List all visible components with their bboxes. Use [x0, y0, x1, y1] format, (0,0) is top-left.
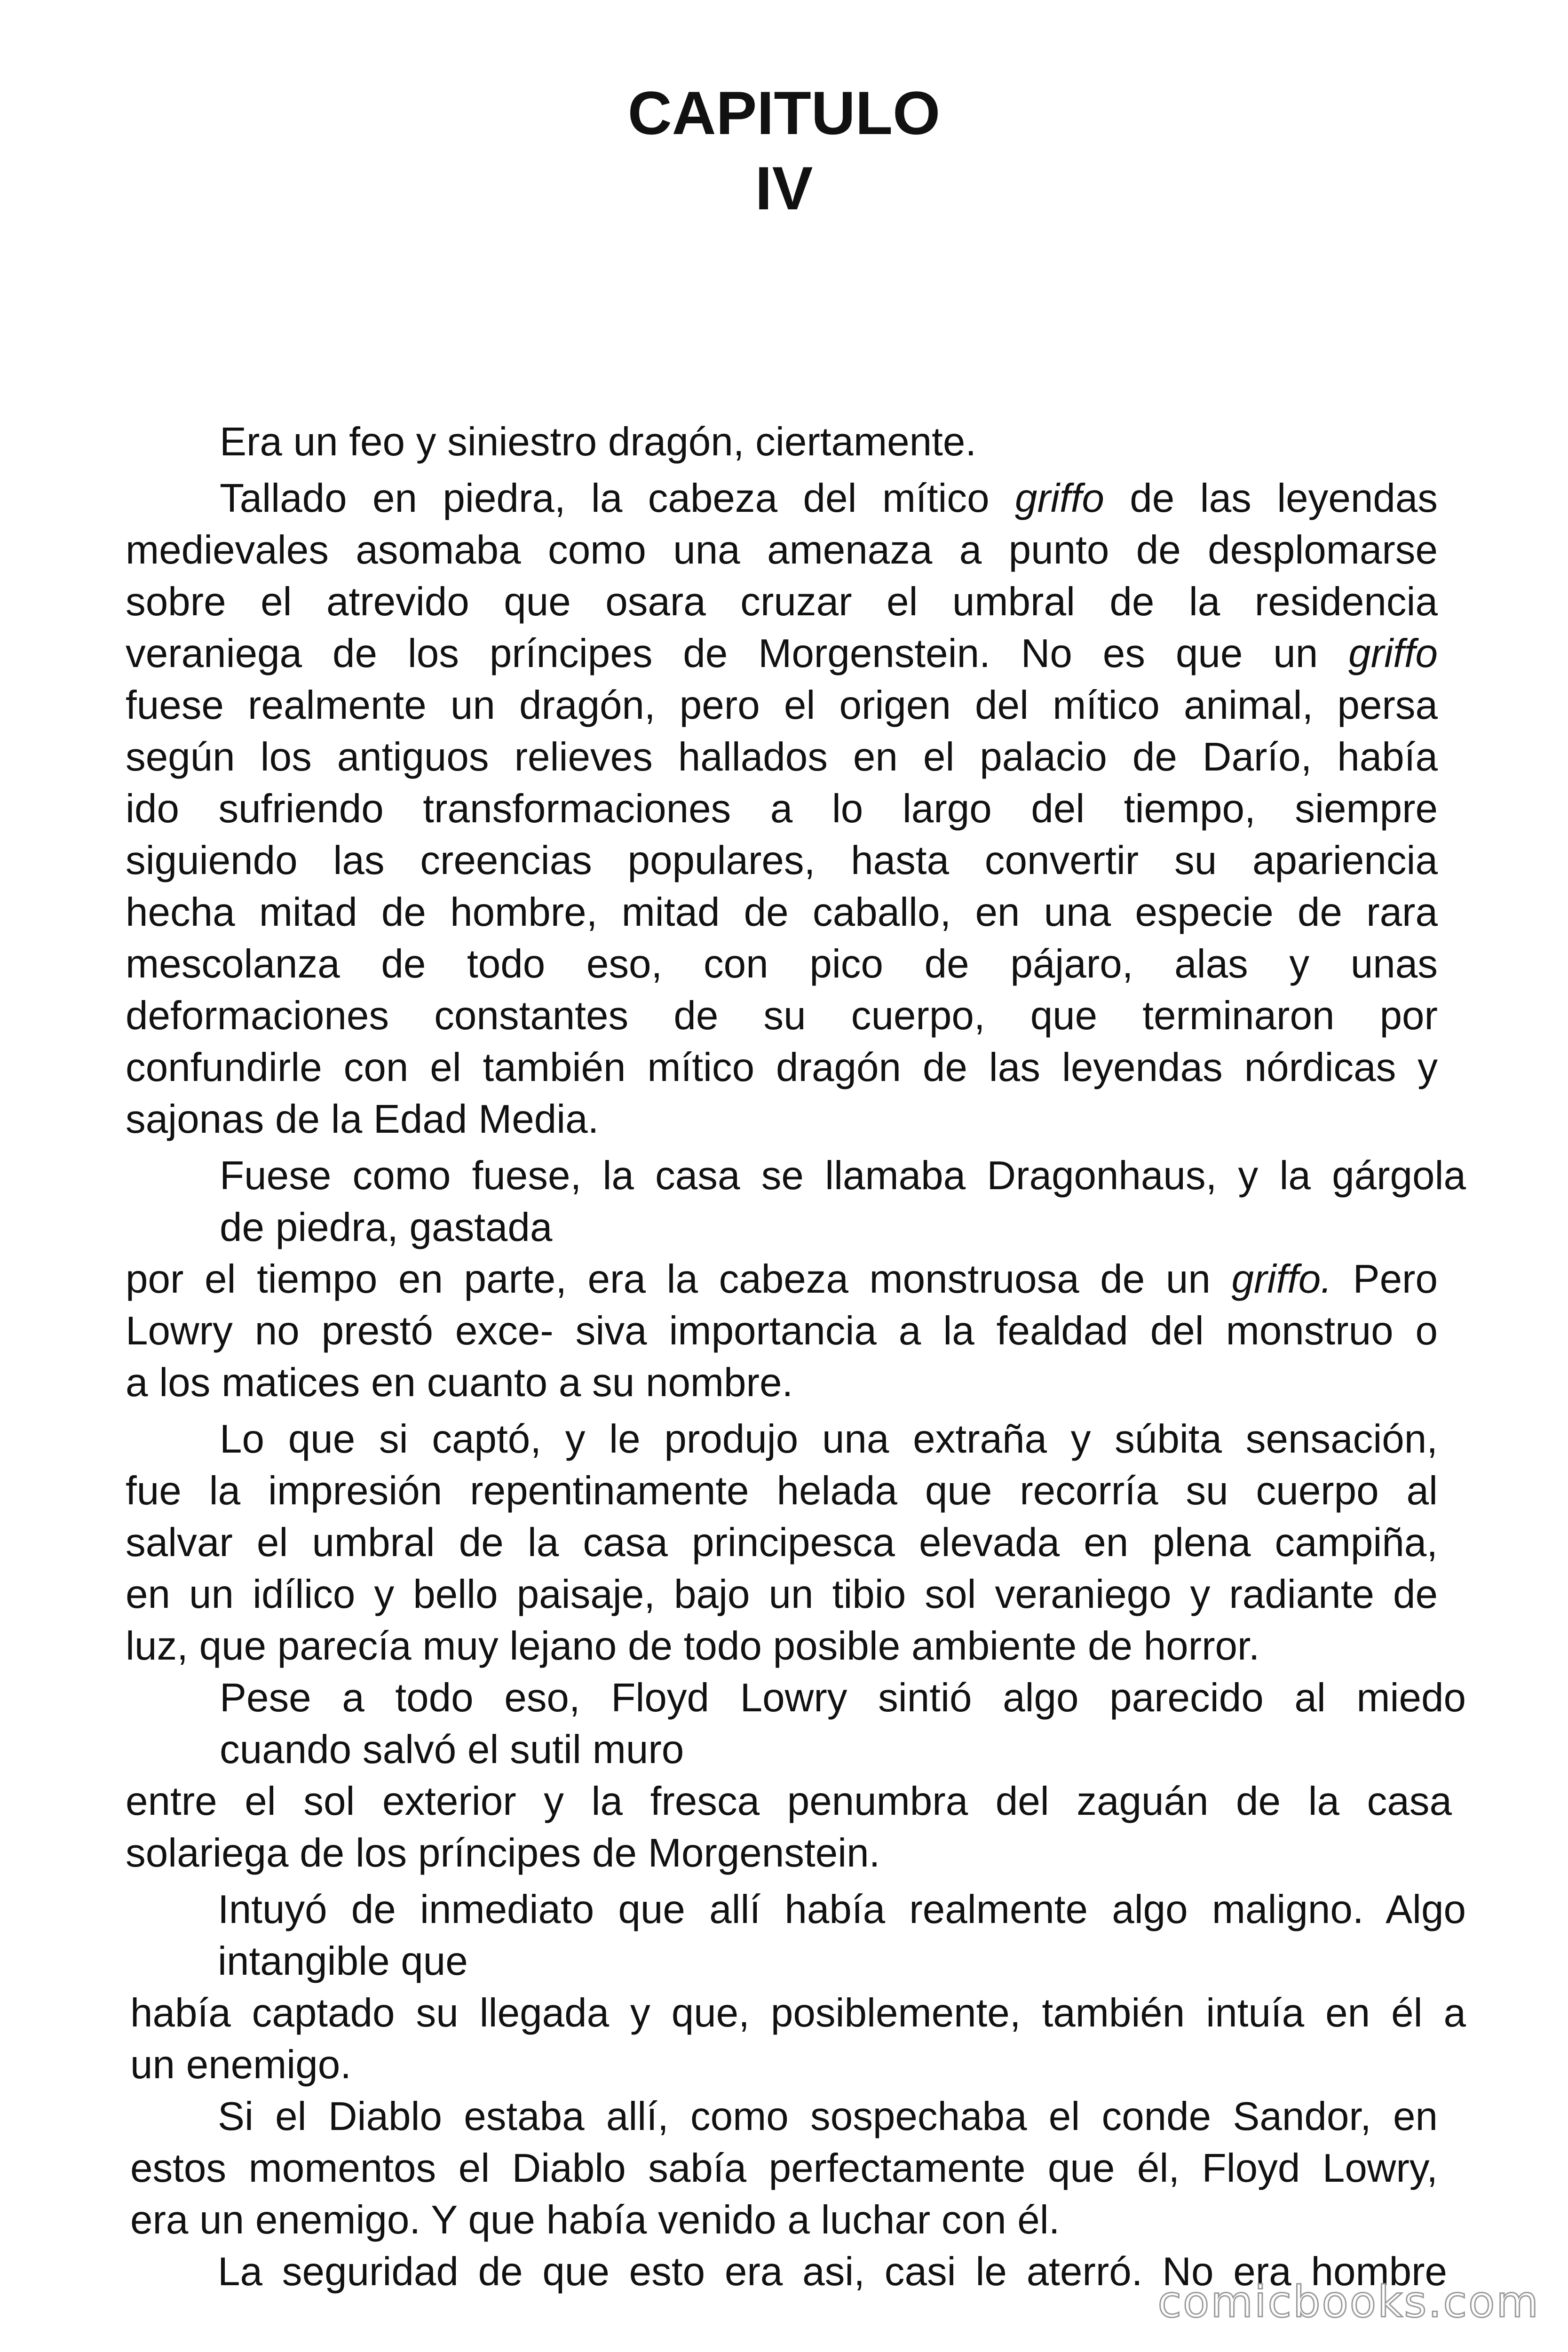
text-line: solariega de los príncipes de Morgenstein.	[126, 1831, 880, 1875]
text-line: era un enemigo. Y que había venido a luchar con él.	[130, 2198, 1060, 2242]
text-line: entre el sol exterior y la fresca penumbra del zaguán de la casa	[126, 1779, 1452, 1824]
text-line: según los antiguos relieves hallados en el palacio de Darío, había	[126, 735, 1438, 779]
text-line: de piedra, gastada	[220, 1205, 553, 1250]
text-line: sajonas de la Edad Media.	[126, 1097, 599, 1142]
text-line: hecha mitad de hombre, mitad de caballo, en una especie de rara	[126, 890, 1438, 935]
text-line: había captado su llegada y que, posiblemente, también intuía en él a	[130, 1991, 1466, 2035]
text-line: Lo que si captó, y le produjo una extraña y súbita sensación,	[220, 1417, 1438, 1462]
text-line: por el tiempo en parte, era la cabeza monstruosa de un griffo. Pero	[126, 1257, 1438, 1302]
text-line: un enemigo.	[130, 2042, 351, 2087]
text-line: a los matices en cuanto a su nombre.	[126, 1360, 793, 1405]
text-line: luz, que parecía muy lejano de todo posible ambiente de horror.	[126, 1624, 1260, 1669]
text-line: salvar el umbral de la casa principesca elevada en plena campiña,	[126, 1520, 1438, 1565]
text-line: medievales asomaba como una amenaza a punto de desplomarse	[126, 528, 1438, 572]
text-line: deformaciones constantes de su cuerpo, que terminaron por	[126, 993, 1438, 1038]
text-line: veraniega de los príncipes de Morgenstein. No es que un griffo	[126, 631, 1438, 676]
text-line: Era un feo y siniestro dragón, ciertamente.	[220, 420, 977, 464]
text-line: intangible que	[218, 1939, 468, 1984]
text-line: cuando salvó el sutil muro	[220, 1727, 684, 1772]
watermark: comicbooks.com	[1157, 2277, 1540, 2327]
text-line: Fuese como fuese, la casa se llamaba Dragonhaus, y la gárgola	[220, 1153, 1466, 1198]
text-line: en un idílico y bello paisaje, bajo un tibio sol veraniego y radiante de	[126, 1572, 1438, 1617]
text-line: La seguridad de que esto era asi, casi le aterró. No era hombre	[218, 2249, 1447, 2294]
text-line: fuese realmente un dragón, pero el origen del mítico animal, persa	[126, 683, 1438, 728]
chapter-heading	[0, 75, 1568, 226]
text-line: sobre el atrevido que osara cruzar el umbral de la residencia	[126, 580, 1438, 624]
text-line: Tallado en piedra, la cabeza del mítico griffo de las leyendas	[220, 476, 1438, 521]
text-line: Pese a todo eso, Floyd Lowry sintió algo parecido al miedo	[220, 1676, 1466, 1720]
text-line: mescolanza de todo eso, con pico de pájaro, alas y unas	[126, 942, 1438, 986]
text-line: siguiendo las creencias populares, hasta convertir su apariencia	[126, 838, 1438, 883]
text-line: estos momentos el Diablo sabía perfectamente que él, Floyd Lowry,	[130, 2146, 1438, 2191]
chapter-number: IV	[755, 154, 813, 222]
text-line: Intuyó de inmediato que allí había realmente algo maligno. Algo	[218, 1887, 1466, 1932]
text-line: fue la impresión repentinamente helada que recorría su cuerpo al	[126, 1469, 1438, 1513]
chapter-word: CAPITULO	[627, 79, 941, 147]
text-line: Si el Diablo estaba allí, como sospechaba el conde Sandor, en	[218, 2094, 1438, 2139]
text-line: confundirle con el también mítico dragón de las leyendas nórdicas y	[126, 1045, 1438, 1090]
text-line: ido sufriendo transformaciones a lo largo del tiempo, siempre	[126, 787, 1438, 831]
text-line: Lowry no prestó exce- siva importancia a la fealdad del monstruo o	[126, 1309, 1438, 1353]
